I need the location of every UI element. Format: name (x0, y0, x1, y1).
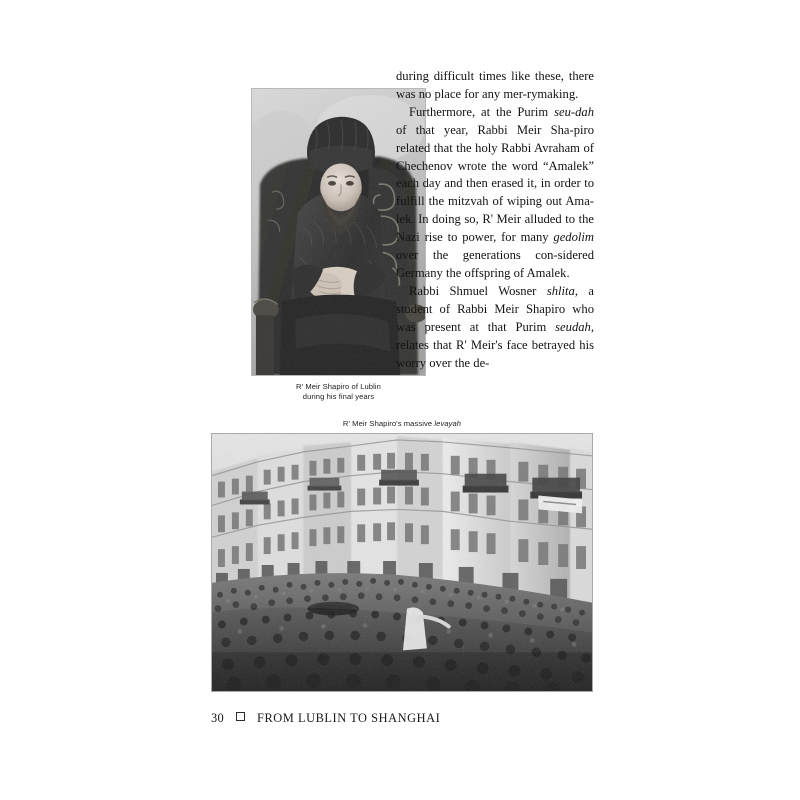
levayah-photo (211, 433, 593, 692)
body-italic-term: shlita (546, 283, 575, 298)
levayah-caption-italic: levayah (434, 419, 462, 428)
levayah-caption (211, 419, 593, 429)
body-paragraph (396, 104, 594, 283)
body-italic-term: seudah (555, 319, 591, 334)
portrait-caption (251, 382, 426, 402)
body-italic-term: seu-dah (554, 104, 594, 119)
portrait-caption-line-2: during his final years (302, 392, 375, 401)
body-text-run: , relates that R' Meir's face betrayed his worry over the de- (396, 319, 594, 370)
folio-number: 30 (211, 711, 224, 725)
running-head: FROM LUBLIN TO SHANGHAI (257, 711, 441, 725)
body-paragraph (396, 283, 594, 373)
body-text-column (396, 68, 594, 372)
body-text-run: of that year, Rabbi Meir Sha-piro related that the holy Rabbi Avraham of Chechenov wrote the word “Amalek” each day and then erased it, in order to fulfill the mitzvah of wiping out Ama-lek. In doing so, R' Meir alluded to the Nazi rise to power, for many (396, 122, 594, 245)
body-text-run: during difficult times like these, there was no place for any mer-rymaking. (396, 69, 594, 101)
open-square-icon (236, 712, 245, 721)
body-text-run: Furthermore, at the Purim (409, 104, 555, 119)
body-text-run: over the generations con-sidered Germany the offspring of Amalek. (396, 248, 594, 280)
body-italic-term: gedolim (553, 230, 594, 245)
portrait-caption-line-1: R' Meir Shapiro of Lublin (296, 382, 381, 391)
body-text-run: Rabbi Shmuel Wosner (409, 283, 547, 298)
page-footer (211, 711, 440, 726)
levayah-caption-text: R' Meir Shapiro's massive (342, 419, 435, 428)
body-text-run: , a student of Rabbi Meir Shapiro who was present at that Purim (396, 283, 594, 334)
body-paragraph (396, 68, 594, 104)
